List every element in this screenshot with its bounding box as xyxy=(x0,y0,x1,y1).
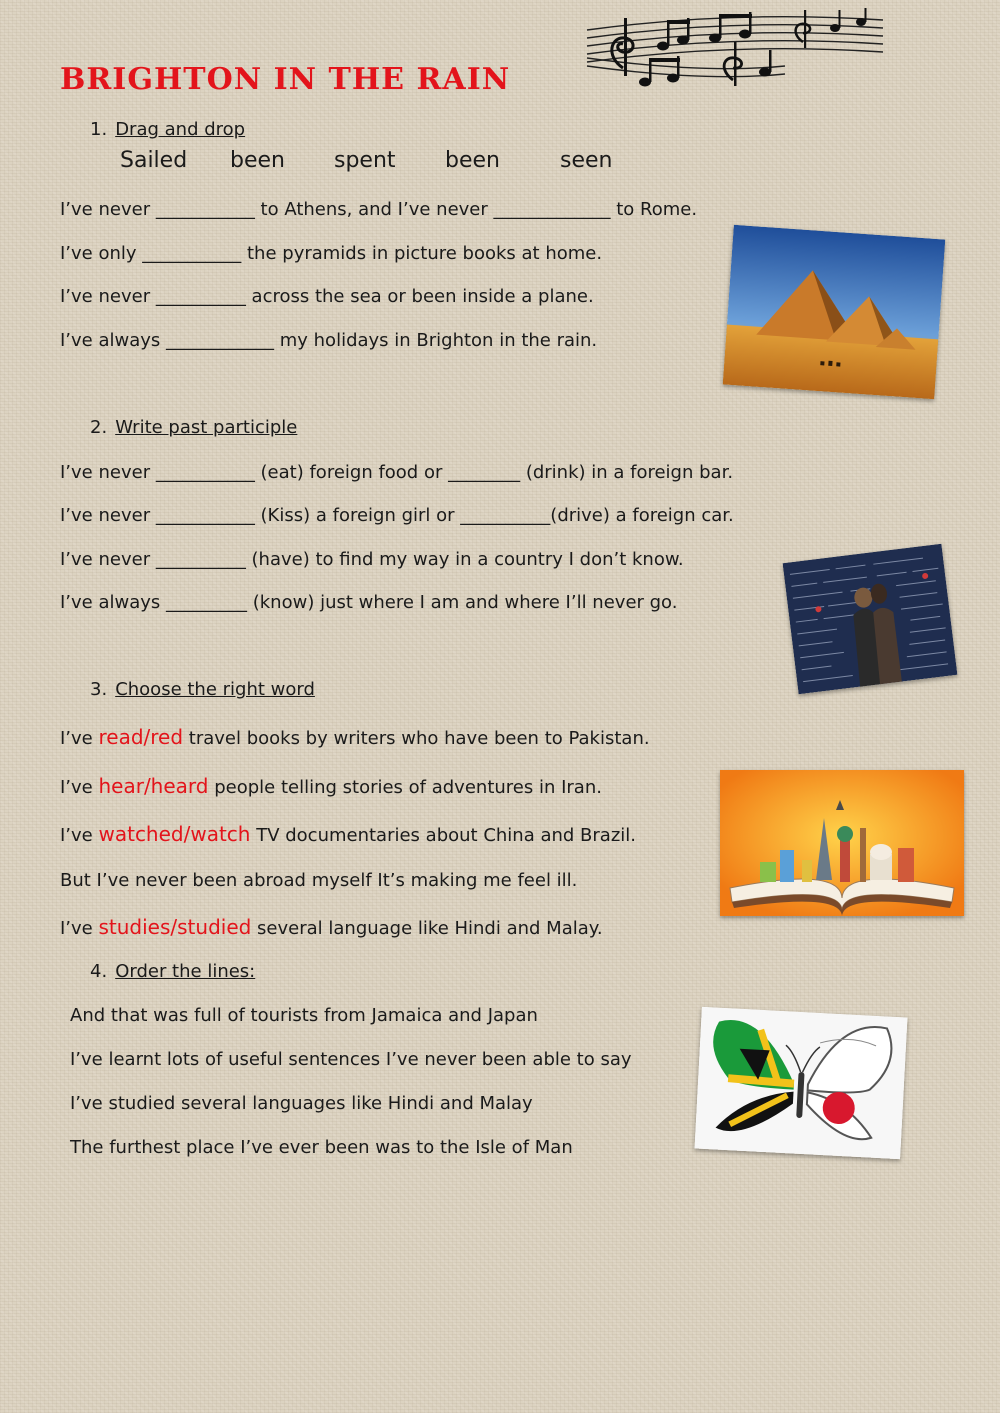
line-text: the pyramids in picture books at home. xyxy=(241,243,603,264)
travel-book-photo xyxy=(720,770,964,916)
line-text: to Athens, and I’ve never xyxy=(254,199,494,220)
section-title: Order the lines: xyxy=(115,961,256,982)
line-text: I’ve never xyxy=(60,462,156,483)
line-text: I’ve always xyxy=(60,330,167,351)
line-text: (know) just where I am and where I’ll never go. xyxy=(247,592,678,613)
order-line[interactable]: I’ve studied several languages like Hindi and Malay xyxy=(70,1093,533,1114)
exercise-1-line xyxy=(60,286,594,307)
exercise-1-line xyxy=(60,330,597,351)
answer-blank[interactable]: ________ xyxy=(448,462,521,483)
line-text: my holidays in Brighton in the rain. xyxy=(274,330,598,351)
drop-blank[interactable]: ____________ xyxy=(166,330,275,351)
word-choice[interactable]: studies/studied xyxy=(98,915,252,939)
exercise-2-line xyxy=(60,549,684,570)
section-4-heading xyxy=(90,961,255,982)
drop-blank[interactable]: ___________ xyxy=(142,243,242,264)
section-1-heading xyxy=(90,119,245,140)
line-text: I’ve xyxy=(60,918,99,939)
section-title: Drag and drop xyxy=(115,119,246,140)
line-text: I’ve always xyxy=(60,592,167,613)
line-text: I’ve never xyxy=(60,549,156,570)
exercise-3-line xyxy=(60,915,603,939)
line-text: I’ve never xyxy=(60,199,156,220)
answer-blank[interactable]: _________ xyxy=(166,592,248,613)
line-text: (have) to find my way in a country I don’t know. xyxy=(245,549,684,570)
order-line[interactable]: I’ve learnt lots of useful sentences I’ve never been able to say xyxy=(70,1049,632,1070)
line-text: I’ve only xyxy=(60,243,143,264)
answer-blank[interactable]: ___________ xyxy=(155,505,255,526)
section-number: 4. xyxy=(90,961,108,982)
order-line[interactable]: And that was full of tourists from Jamaica and Japan xyxy=(70,1005,538,1026)
line-text: travel books by writers who have been to Pakistan. xyxy=(183,728,650,749)
word-choice[interactable]: read/red xyxy=(98,725,184,749)
section-title: Choose the right word xyxy=(115,679,315,700)
exercise-2-line xyxy=(60,505,734,526)
line-text: several language like Hindi and Malay. xyxy=(251,918,603,939)
exercise-3-line xyxy=(60,725,650,749)
line-text: people telling stories of adventures in Iran. xyxy=(208,777,602,798)
page-title: BRIGHTON IN THE RAIN xyxy=(60,62,511,97)
drop-blank[interactable]: __________ xyxy=(155,286,246,307)
word-bank-item[interactable]: been xyxy=(445,148,500,173)
word-choice[interactable]: watched/watch xyxy=(98,822,251,846)
line-text: I’ve never xyxy=(60,286,156,307)
music-notes-icon xyxy=(585,8,885,90)
section-2-heading xyxy=(90,417,297,438)
answer-blank[interactable]: ___________ xyxy=(155,462,255,483)
line-text: But I’ve never been abroad myself It’s making me feel ill. xyxy=(60,870,578,891)
answer-blank[interactable]: __________ xyxy=(460,505,551,526)
line-text: to Rome. xyxy=(610,199,698,220)
line-text: (eat) foreign food or xyxy=(254,462,449,483)
word-bank-item[interactable]: been xyxy=(230,148,285,173)
exercise-3-line xyxy=(60,822,636,846)
answer-blank[interactable]: __________ xyxy=(155,549,246,570)
section-number: 3. xyxy=(90,679,108,700)
butterflies-photo xyxy=(694,1007,907,1160)
line-text: I’ve xyxy=(60,777,99,798)
line-text: I’ve never xyxy=(60,505,156,526)
drop-blank[interactable]: ___________ xyxy=(155,199,255,220)
exercise-3-line xyxy=(60,870,577,891)
exercise-1-line xyxy=(60,199,697,220)
word-bank-item[interactable]: Sailed xyxy=(120,148,188,173)
pyramids-photo xyxy=(723,225,946,399)
exercise-3-line xyxy=(60,774,602,798)
section-number: 1. xyxy=(90,119,108,140)
word-bank-item[interactable]: spent xyxy=(334,148,396,173)
exercise-2-line xyxy=(60,592,677,613)
line-text: across the sea or been inside a plane. xyxy=(245,286,594,307)
line-text: TV documentaries about China and Brazil. xyxy=(250,825,636,846)
line-text: I’ve xyxy=(60,825,99,846)
word-bank-item[interactable]: seen xyxy=(560,148,613,173)
line-text: (drink) in a foreign bar. xyxy=(520,462,734,483)
exercise-1-line xyxy=(60,243,602,264)
section-title: Write past participle xyxy=(115,417,298,438)
love-wall-photo xyxy=(783,544,958,695)
line-text: (Kiss) a foreign girl or xyxy=(254,505,461,526)
section-number: 2. xyxy=(90,417,108,438)
line-text: I’ve xyxy=(60,728,99,749)
order-line[interactable]: The furthest place I’ve ever been was to the Isle of Man xyxy=(70,1137,573,1158)
line-text: (drive) a foreign car. xyxy=(550,505,734,526)
exercise-2-line xyxy=(60,462,733,483)
word-choice[interactable]: hear/heard xyxy=(98,774,209,798)
section-3-heading xyxy=(90,679,315,700)
drop-blank[interactable]: _____________ xyxy=(493,199,611,220)
